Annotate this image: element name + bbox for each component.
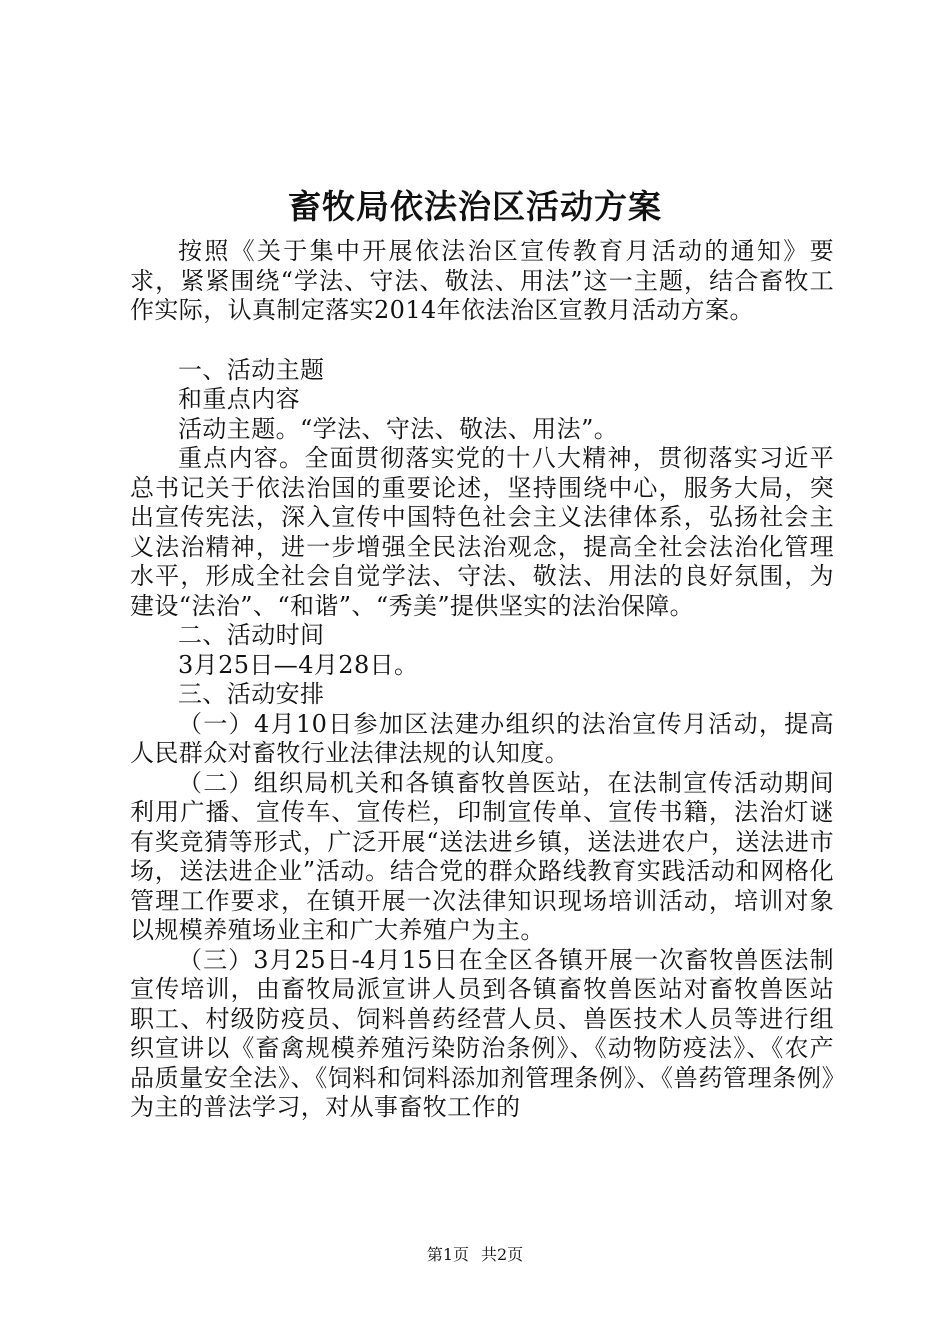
page-number: 第1页 [426, 1245, 469, 1264]
time-paragraph: 3月25日—4月28日。 [178, 650, 419, 679]
page-total: 共2页 [481, 1245, 524, 1264]
arrangement-item-3: （三）3月25日-4月15日在全区各镇开展一次畜牧兽医法制宣传培训，由畜牧局派宣讲人员到各镇畜牧兽医站对畜牧兽医站职工、村级防疫员、饲料兽药经营人员、兽医技术人员等进行组织宣讲以《畜禽规模养殖污染防治条例》、《动物防疫法》、《农产品质量安全法》、《饲料和饲料添加剂管理条例》、《兽药管理条例》为主的普法学习，对从事畜牧工作的 [130, 945, 834, 1121]
document-title: 畜牧局依法治区活动方案 [288, 187, 662, 226]
section-heading-theme-continued: 和重点内容 [178, 385, 300, 413]
document-body [130, 237, 834, 1123]
section-heading-theme: 一、活动主题 [178, 355, 325, 384]
arrangement-item-2: （二）组织局机关和各镇畜牧兽医站，在法制宣传活动期间利用广播、宣传车、宣传栏，印制宣传单、宣传书籍，法治灯谜有奖竞猜等形式，广泛开展“送法进乡镇，送法进农户，送法进市场，送法进企业”活动。结合党的群众路线教育实践活动和网格化管理工作要求，在镇开展一次法律知识现场培训活动，培训对象以规模养殖场业主和广大养殖户为主。 [130, 768, 834, 944]
theme-paragraph: 活动主题。“学法、守法、敬法、用法”。 [178, 414, 619, 443]
section-heading-arrangement: 三、活动安排 [178, 680, 325, 708]
intro-paragraph: 按照《关于集中开展依法治区宣传教育月活动的通知》要求，紧紧围绕“学法、守法、敬法、用法”这一主题，结合畜牧工作实际，认真制定落实2014年依法治区宣教月活动方案。 [130, 237, 834, 324]
page-footer [0, 1245, 950, 1265]
key-content-paragraph: 重点内容。全面贯彻落实党的十八大精神，贯彻落实习近平总书记关于依法治国的重要论述，坚持围绕中心，服务大局，突出宣传宪法，深入宣传中国特色社会主义法律体系，弘扬社会主义法治精神，进一步增强全民法治观念，提高全社会法治化管理水平，形成全社会自觉学法、守法、敬法、用法的良好氛围，为建设“法治”、“和谐”、“秀美”提供坚实的法治保障。 [130, 444, 834, 620]
arrangement-item-1: （一）4月10日参加区法建办组织的法治宣传月活动，提高人民群众对畜牧行业法律法规的认知度。 [130, 709, 834, 767]
section-heading-time: 二、活动时间 [178, 621, 325, 649]
